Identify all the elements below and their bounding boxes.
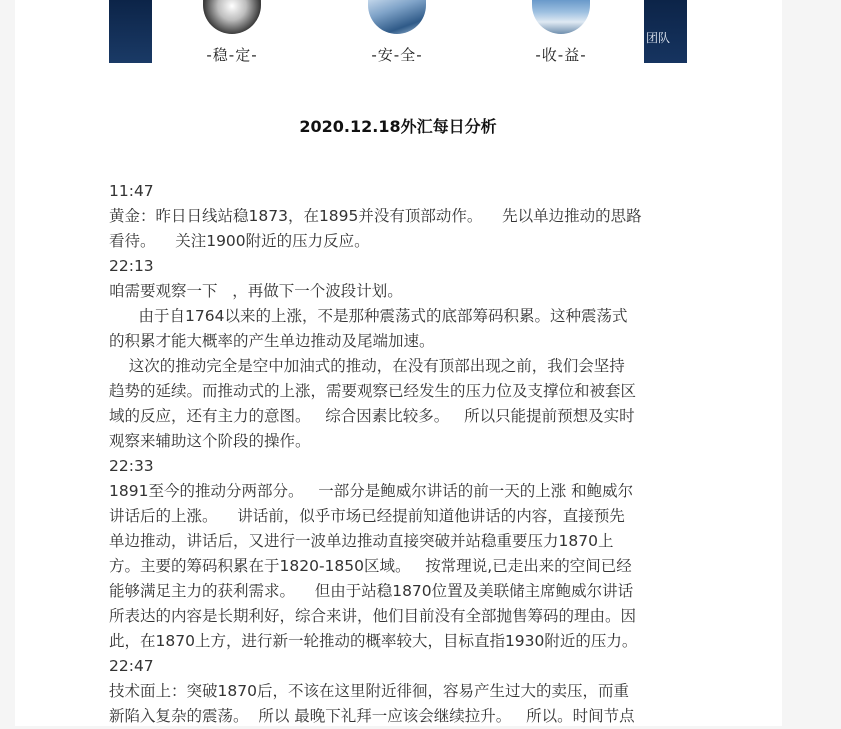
article-line: 技术面上：突破1870后，不该在这里附近徘徊，容易产生过大的卖压，而重 [109,682,629,700]
article-line: 能够满足主力的获利需求。 但由于站稳1870位置及美联储主席鲍威尔讲话 [109,582,634,600]
banner-left-image [109,0,152,63]
article-line: 域的反应，还有主力的意图。 综合因素比较多。 所以只能提前预想及实时 [109,407,635,425]
banner-right-text: 团队 [646,31,671,45]
article-line: 观察来辅助这个阶段的操作。 [109,432,311,450]
article-line: 22:13 [109,257,154,275]
banner-label-profit: -收-益- [535,46,587,64]
banner-right-image [644,0,687,63]
article-line: 所表达的内容是长期利好，综合来讲，他们目前没有全部抛售筹码的理由。因 [109,607,637,625]
profit-image [532,0,590,34]
article-line: 趋势的延续。而推动式的上涨，需要观察已经发生的压力位及支撑位和被套区 [109,382,637,400]
banner-label-stability: -稳-定- [206,46,258,64]
article-line: 11:47 [109,182,154,200]
article-line: 此，在1870上方，进行新一轮推动的概率较大，目标直指1930附近的压力。 [109,632,638,650]
article-line: 这次的推动完全是空中加油式的推动，在没有顶部出现之前，我们会坚持 [109,357,625,375]
banner-label-security: -安-全- [371,46,423,64]
article-line: 新陷入复杂的震荡。 所以 最晚下礼拜一应该会继续拉升。 所以。时间节点 [109,707,635,725]
article-line: 22:33 [109,457,154,475]
article-line: 黄金：昨日日线站稳1873，在1895并没有顶部动作。 先以单边推动的思路 [109,207,642,225]
article-body [109,179,687,729]
article-line: 的积累才能大概率的产生单边推动及尾端加速。 [109,332,435,350]
article-line: 1891至今的推动分两部分。 一部分是鲍威尔讲话的前一天的上涨 和鲍威尔 [109,482,634,500]
article-line: 咱需要观察一下 ，再做下一个波段计划。 [109,282,403,300]
article-line: 单边推动，讲话后，又进行一波单边推动直接突破并站稳重要压力1870上 [109,532,614,550]
article-line: 22:47 [109,657,154,675]
article-line: 由于自1764以来的上涨，不是那种震荡式的底部筹码积累。这种震荡式 [109,307,628,325]
article-title: 2020.12.18外汇每日分析 [299,117,497,136]
banner [109,0,687,63]
article-line: 看待。 关注1900附近的压力反应。 [109,232,370,250]
article-line: 讲话后的上涨。 讲话前，似乎市场已经提前知道他讲话的内容，直接预先 [109,507,625,525]
security-image [368,0,426,34]
article-line: 方。主要的筹码积累在于1820-1850区域。 按常理说,已走出来的空间已经 [109,557,632,575]
stability-image [203,0,261,34]
